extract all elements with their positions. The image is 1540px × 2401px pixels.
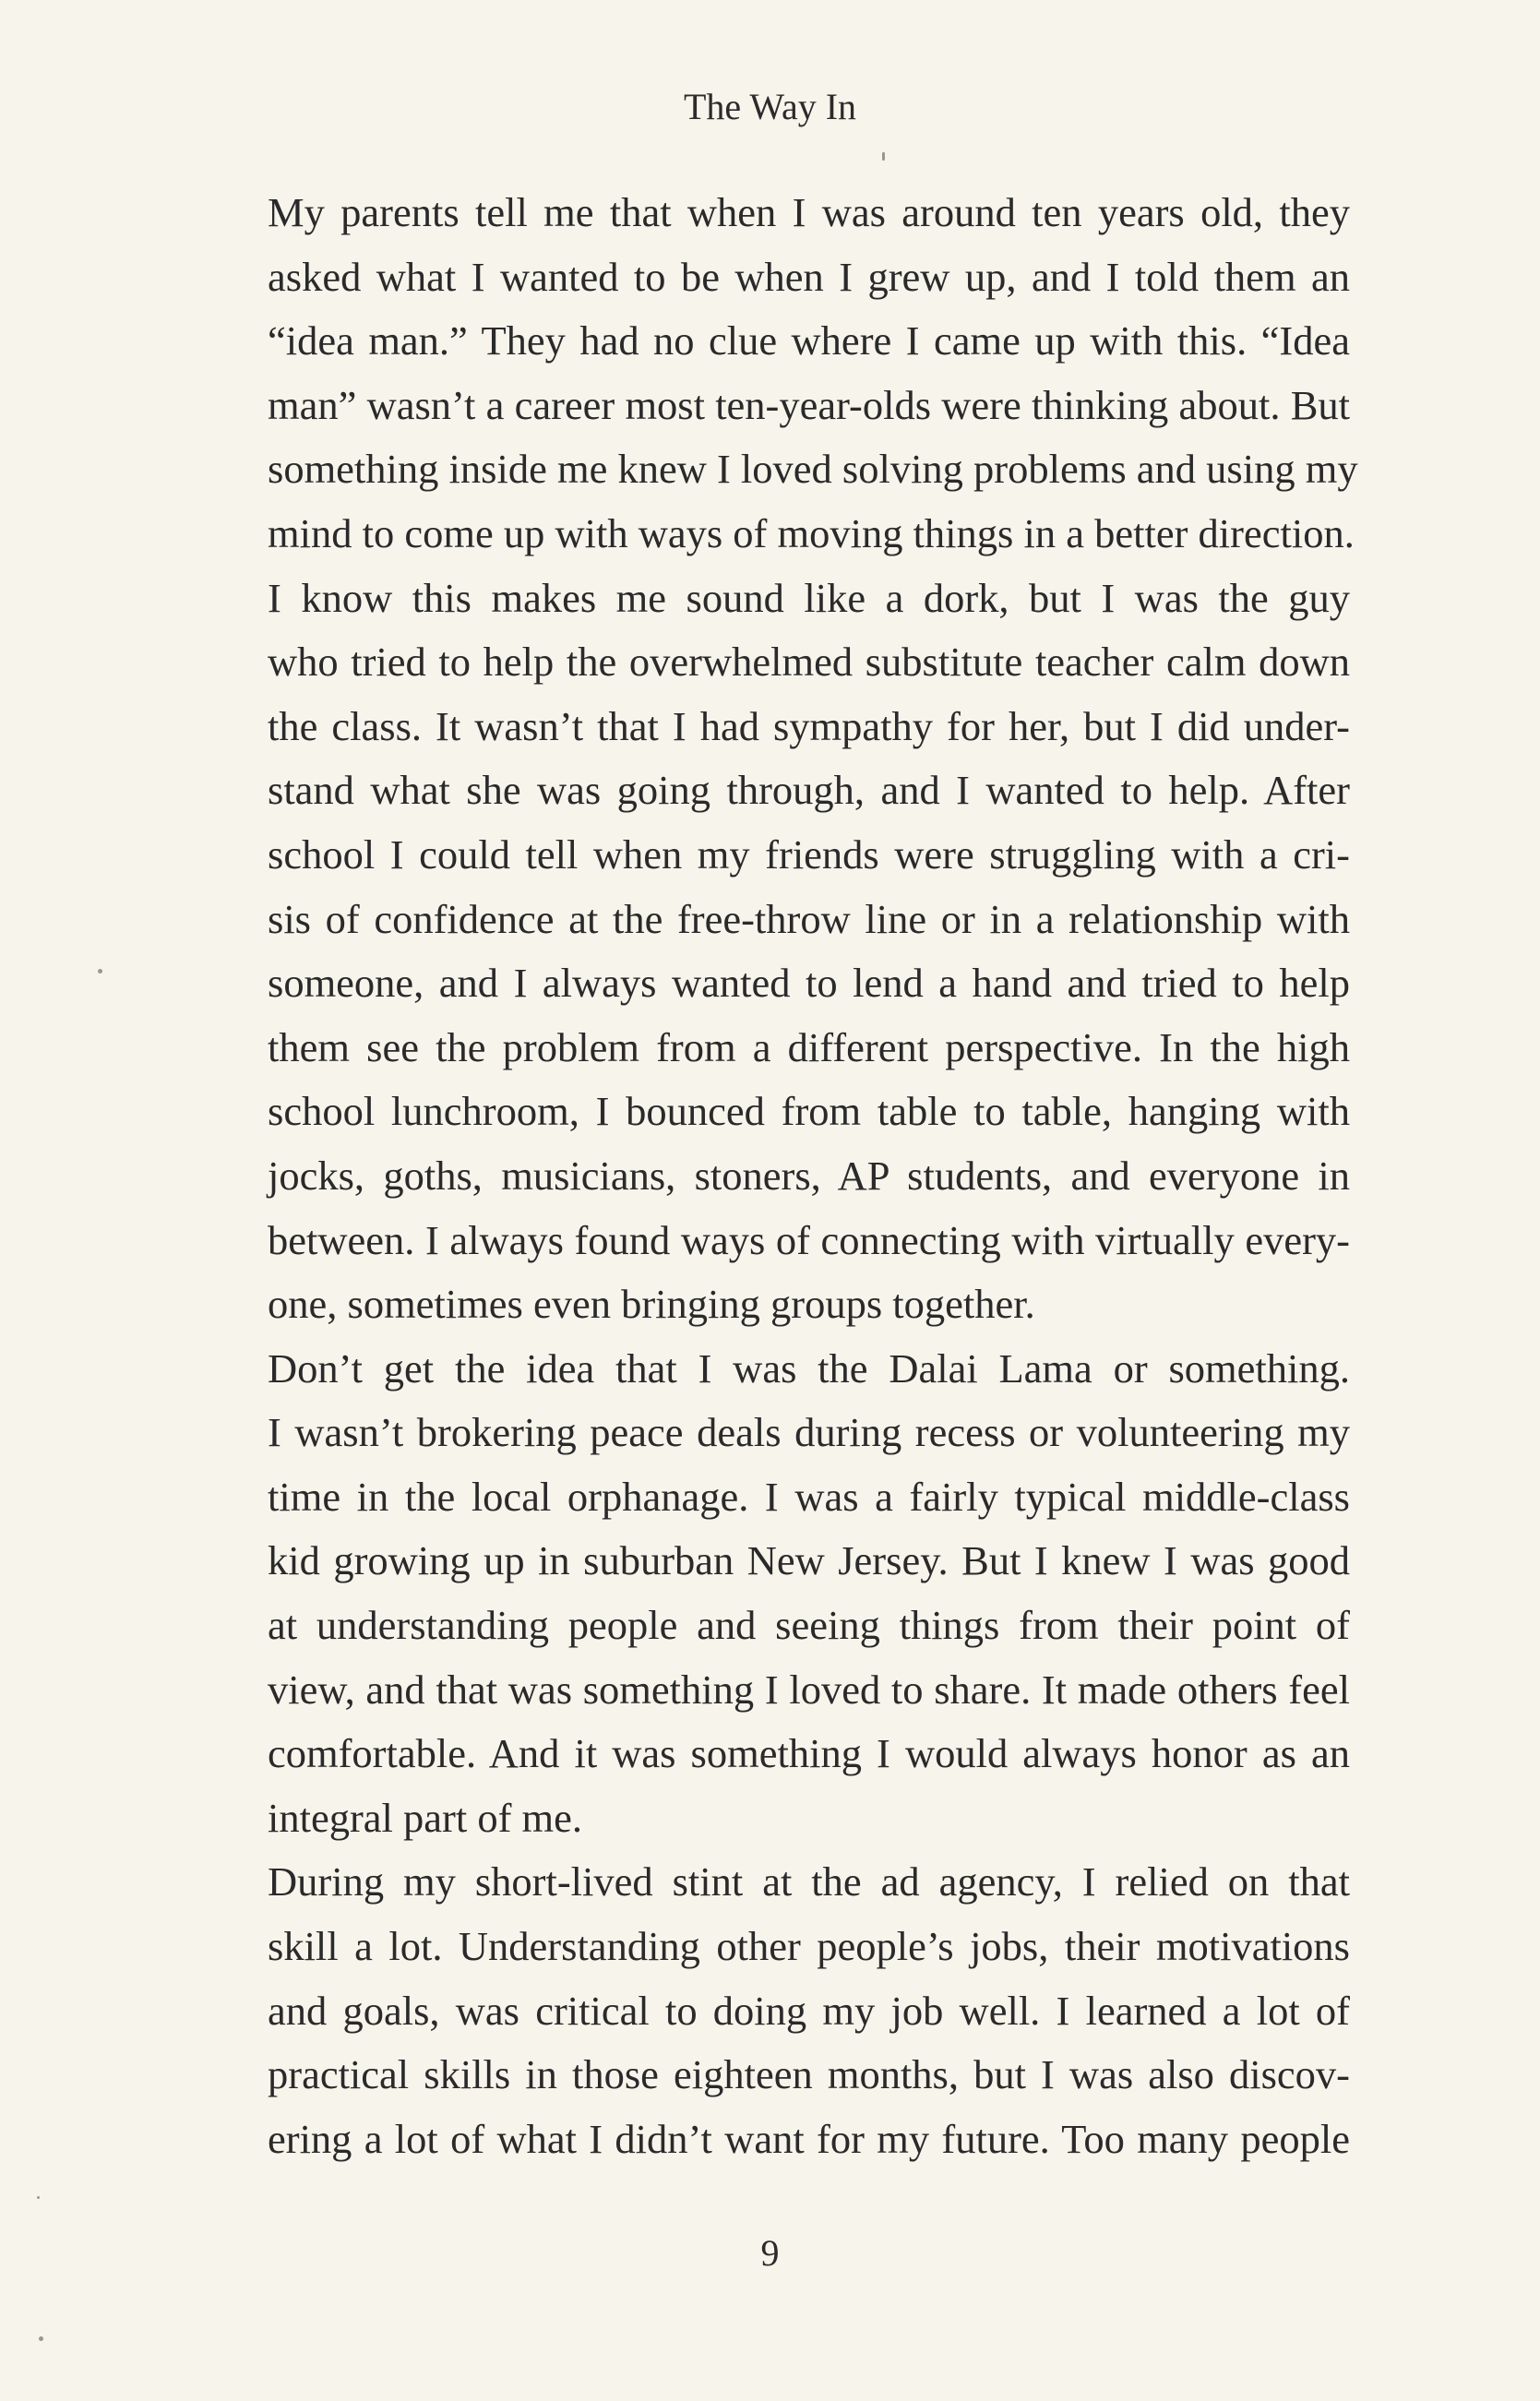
text-line: between. I always found ways of connecting with virtually every- bbox=[268, 1216, 1350, 1263]
text-line: I wasn’t brokering peace deals during recess or volunteering my bbox=[268, 1409, 1350, 1456]
text-line: stand what she was going through, and I wanted to help. After bbox=[268, 767, 1350, 814]
text-line: comfortable. And it was something I would always honor as an bbox=[268, 1730, 1350, 1777]
text-line: and goals, was critical to doing my job well. I learned a lot of bbox=[268, 1987, 1350, 2034]
text-line: sis of confidence at the free-throw line or in a relationship with bbox=[268, 895, 1350, 942]
text-line: someone, and I always wanted to lend a hand and tried to help bbox=[268, 960, 1350, 1007]
text-line: mind to come up with ways of moving things in a better direction. bbox=[268, 509, 1355, 556]
text-line: jocks, goths, musicians, stoners, AP students, and everyone in bbox=[268, 1152, 1350, 1199]
paragraph-2 bbox=[199, 567, 1350, 1337]
text-line: one, sometimes even bringing groups together. bbox=[268, 1281, 1035, 1328]
text-line: view, and that was something I loved to share. It made others feel bbox=[268, 1666, 1350, 1713]
text-line: them see the problem from a different perspective. In the high bbox=[268, 1023, 1350, 1070]
scan-speck bbox=[98, 969, 102, 974]
text-line: who tried to help the overwhelmed substitute teacher calm down bbox=[268, 639, 1350, 686]
text-line: school lunchroom, I bounced from table to table, hanging with bbox=[268, 1088, 1350, 1135]
text-line: at understanding people and seeing things from their point of bbox=[268, 1602, 1350, 1649]
text-line: the class. It wasn’t that I had sympathy for her, but I did under- bbox=[268, 702, 1350, 749]
paragraph-1 bbox=[199, 181, 1358, 567]
text-line: I know this makes me sound like a dork, but I was the guy bbox=[268, 574, 1350, 621]
scan-speck bbox=[882, 152, 885, 161]
scan-speck bbox=[37, 2196, 40, 2199]
text-line: something inside me knew I loved solving problems and using my bbox=[268, 446, 1358, 493]
text-line: ering a lot of what I didn’t want for my future. Too many people bbox=[268, 2115, 1350, 2162]
text-line: school I could tell when my friends were struggling with a cri- bbox=[268, 830, 1350, 878]
text-line: man” wasn’t a career most ten-year-olds were thinking about. But bbox=[268, 381, 1350, 428]
running-head: The Way In bbox=[683, 86, 857, 127]
text-line: time in the local orphanage. I was a fairly typical middle-class bbox=[268, 1473, 1350, 1520]
text-line: asked what I wanted to be when I grew up, and I told them an bbox=[268, 253, 1350, 300]
paragraph-3 bbox=[199, 1337, 1350, 1851]
text-line: skill a lot. Understanding other people’s jobs, their motivations bbox=[268, 1923, 1350, 1970]
scan-speck bbox=[39, 2336, 43, 2341]
text-line: “idea man.” They had no clue where I came up with this. “Idea bbox=[268, 317, 1350, 364]
page-number: 9 bbox=[760, 2232, 780, 2274]
body-text bbox=[199, 181, 1358, 2171]
paragraph-4 bbox=[199, 1850, 1350, 2171]
text-line: practical skills in those eighteen months, but I was also discov- bbox=[268, 2051, 1350, 2098]
text-line: integral part of me. bbox=[268, 1794, 583, 1841]
text-line: Don’t get the idea that I was the Dalai Lama or something. bbox=[268, 1344, 1350, 1392]
text-line: My parents tell me that when I was around ten years old, they bbox=[268, 189, 1350, 235]
text-line: During my short-lived stint at the ad agency, I relied on that bbox=[268, 1858, 1350, 1905]
text-line: kid growing up in suburban New Jersey. But I knew I was good bbox=[268, 1537, 1350, 1584]
